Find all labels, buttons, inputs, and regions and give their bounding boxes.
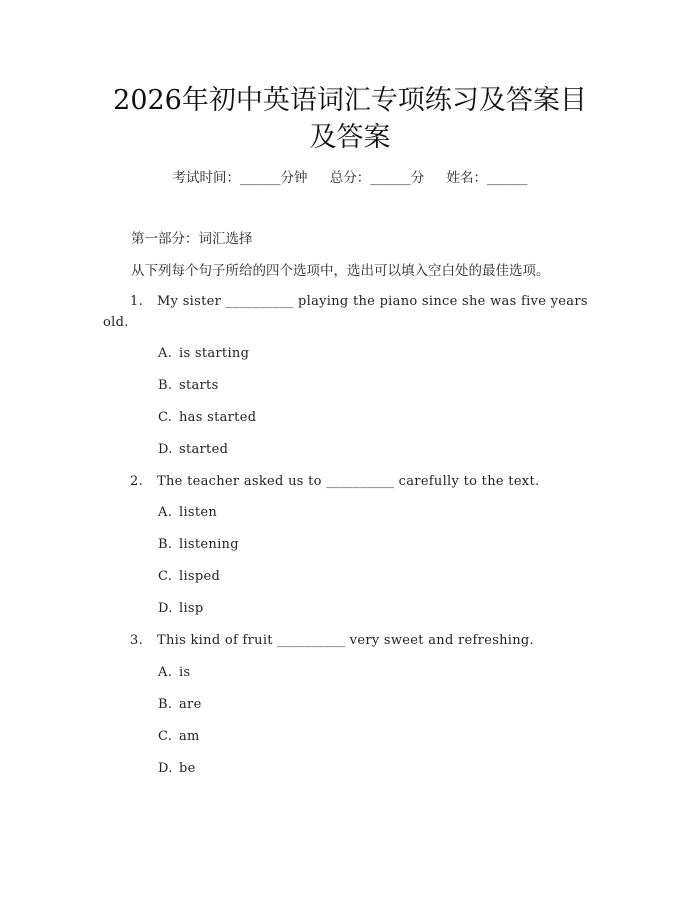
option-3c (158, 728, 200, 746)
page-title: 2026年初中英语词汇专项练习及答案目及答案 (113, 85, 587, 153)
option-2b (158, 536, 239, 554)
option-1a (158, 345, 249, 363)
option-text: lisped (179, 569, 221, 584)
option-letter: C. (158, 569, 173, 584)
option-letter: C. (158, 729, 173, 744)
option-letter: D. (158, 601, 173, 616)
option-text: starts (179, 378, 219, 393)
instructions: 从下列每个句子所给的四个选项中，选出可以填入空白处的最佳选项。 (131, 263, 550, 279)
option-text: lisp (179, 601, 204, 616)
option-2d (158, 600, 204, 618)
option-letter: A. (158, 346, 173, 361)
option-letter: D. (158, 442, 173, 457)
question-number: 2. (130, 474, 144, 489)
option-text: started (179, 442, 229, 457)
option-text: am (179, 729, 200, 744)
student-name-label: 姓名：______ (446, 170, 528, 186)
option-letter: A. (158, 665, 173, 680)
option-letter: B. (158, 537, 173, 552)
option-text: is starting (179, 346, 250, 361)
option-2c (158, 568, 220, 586)
option-text: are (179, 697, 202, 712)
option-letter: B. (158, 697, 173, 712)
option-text: be (179, 761, 196, 776)
option-letter: B. (158, 378, 173, 393)
question-number: 1. (130, 294, 144, 309)
option-text: listen (179, 505, 218, 520)
option-text: is (179, 665, 191, 680)
question-3 (103, 630, 595, 651)
option-text: has started (179, 410, 257, 425)
option-3a (158, 664, 190, 682)
option-2a (158, 504, 217, 522)
exam-meta-line (0, 169, 700, 187)
question-text: This kind of fruit __________ very sweet and refreshing. (157, 633, 534, 648)
question-text-continued: old. (103, 315, 129, 330)
option-letter: C. (158, 410, 173, 425)
option-1b (158, 377, 219, 395)
total-score-label: 总分：______分 (329, 170, 425, 186)
option-3b (158, 696, 202, 714)
question-number: 3. (130, 633, 144, 648)
question-2 (103, 471, 595, 492)
section-title: 第一部分：词汇选择 (131, 231, 253, 247)
option-1d (158, 441, 228, 459)
option-letter: D. (158, 761, 173, 776)
exam-time-label: 考试时间：______分钟 (172, 170, 308, 186)
question-text: The teacher asked us to __________ carefully to the text. (157, 474, 540, 489)
question-text: My sister __________ playing the piano since she was five years (157, 294, 588, 309)
question-1 (103, 291, 595, 333)
option-letter: A. (158, 505, 173, 520)
option-text: listening (179, 537, 239, 552)
option-1c (158, 409, 256, 427)
option-3d (158, 760, 196, 778)
